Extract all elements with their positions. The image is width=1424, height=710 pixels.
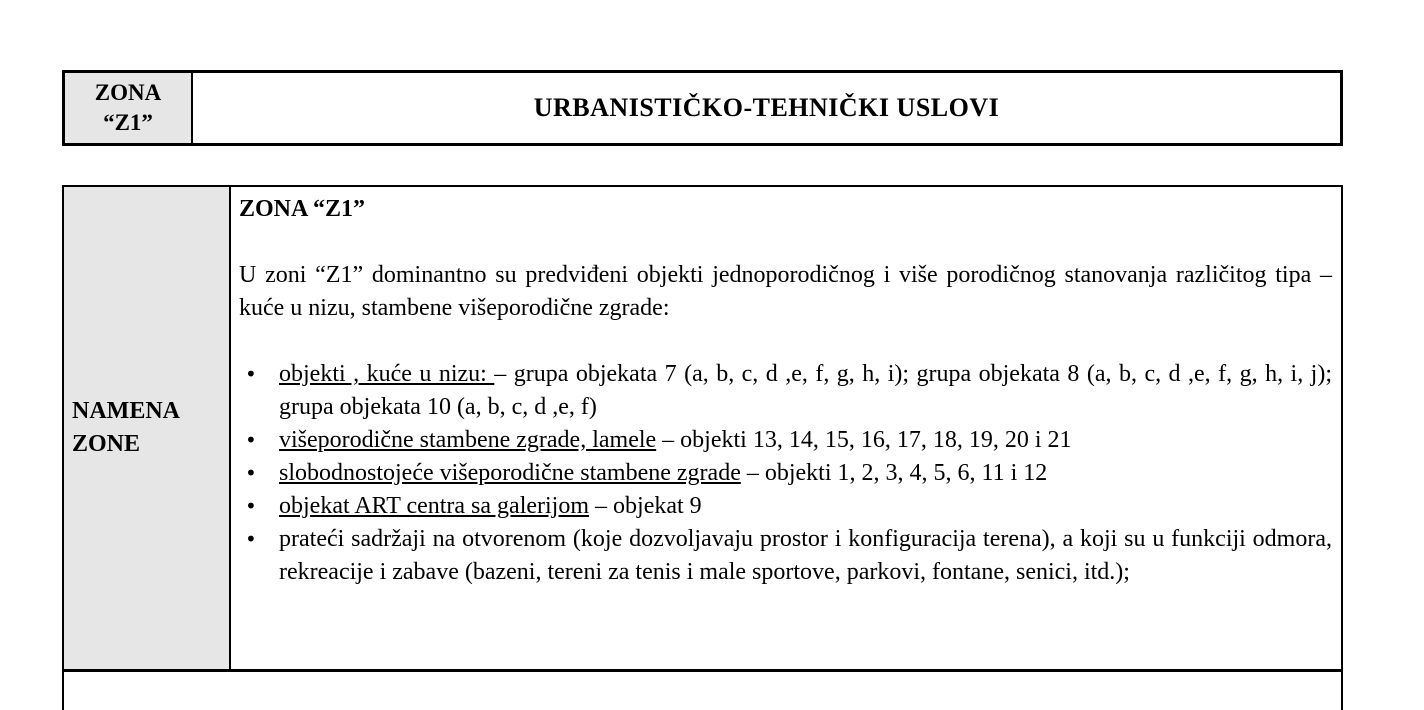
row-label-line2: ZONE	[72, 431, 141, 457]
zone-heading: ZONA “Z1”	[239, 196, 366, 222]
bullet-text: – objekat 9	[589, 493, 702, 519]
bullet-item	[239, 490, 1332, 523]
bullet-item	[239, 457, 1332, 490]
bullet-text: – grupa objekata 7 (a, b, c, d ,e, f, g, h, i); grupa objekata 8 (a, b, c, d ,e, f, g, h, i, j); grupa objekata 10 (a, b, c, d ,e, f)	[279, 361, 1332, 420]
bullet-marker-icon: •	[245, 362, 257, 386]
bullet-text: – objekti 13, 14, 15, 16, 17, 18, 19, 20 i 21	[656, 427, 1072, 453]
row-content-cell	[231, 187, 1341, 669]
blank-line	[239, 226, 1332, 259]
header-title-cell	[193, 73, 1340, 143]
bullet-lead-underlined: višeporodične stambene zgrade, lamele	[279, 427, 657, 453]
bullet-marker-icon: •	[245, 494, 257, 518]
bullet-list	[239, 358, 1332, 589]
conditions-table	[62, 185, 1343, 710]
bullet-lead-underlined: objekat ART centra sa galerijom	[279, 493, 590, 519]
zone-id-line2: “Z1”	[103, 110, 153, 135]
zone-header-table	[62, 70, 1343, 146]
bullet-lead-underlined: slobodnostojeće višeporodične stambene zgrade	[279, 460, 741, 486]
bullet-marker-icon: •	[245, 461, 257, 485]
zone-id-cell	[65, 73, 193, 143]
row-label-line1: NAMENA	[72, 398, 180, 424]
zone-intro-paragraph: U zoni “Z1” dominantno su predviđeni objekti jednoporodičnog i više porodičnog stanovanja različitog tipa – kuće u nizu, stambene višeporodične zgrade:	[239, 262, 1332, 321]
zone-id-line1: ZONA	[94, 80, 162, 105]
bullet-text: – objekti 1, 2, 3, 4, 5, 6, 11 i 12	[740, 460, 1048, 486]
blank-line	[239, 325, 1332, 358]
bullet-text: prateći sadržaji na otvorenom (koje dozvoljavaju prostor i konfiguracija terena), a koji su u funkciji odmora, rekreacije i zabave (bazeni, tereni za tenis i male sportove, parkovi, fontane, senici, itd.);	[279, 526, 1332, 585]
table-row-namena-zone	[64, 187, 1341, 672]
row-label-cell	[64, 187, 231, 669]
bullet-marker-icon: •	[245, 428, 257, 452]
bullet-item	[239, 358, 1332, 424]
table-row-empty	[64, 672, 1341, 710]
bullet-item	[239, 424, 1332, 457]
bullet-marker-icon: •	[245, 527, 257, 551]
bullet-lead-underlined: objekti , kuće u nizu:	[279, 361, 495, 387]
bullet-item	[239, 523, 1332, 589]
document-title: URBANISTIČKO-TEHNIČKI USLOVI	[533, 93, 1000, 122]
